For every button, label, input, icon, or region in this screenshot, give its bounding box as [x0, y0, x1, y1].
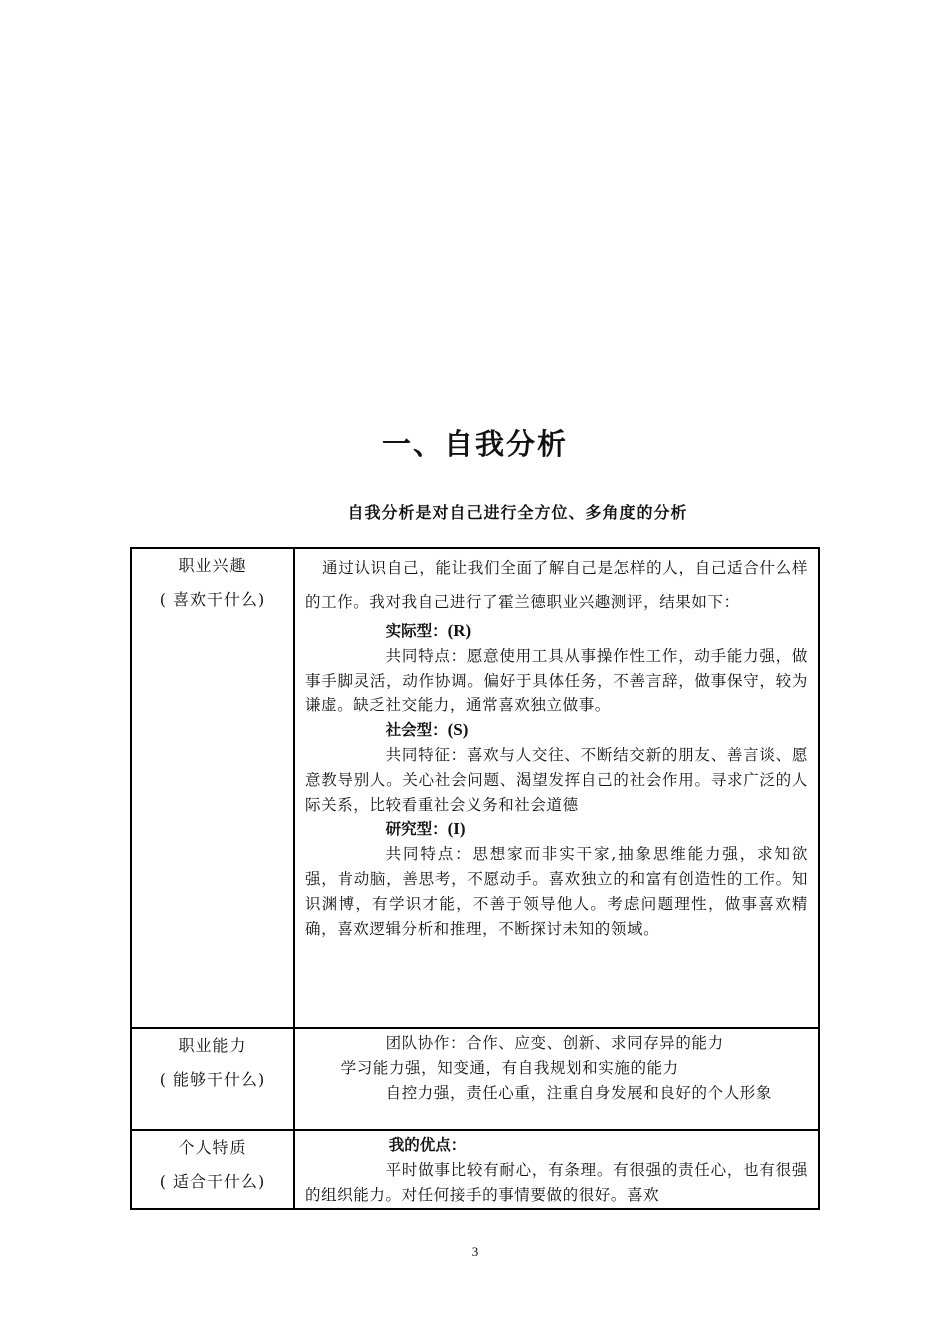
row-label: 个人特质	[178, 1138, 247, 1157]
row-label: 职业兴趣	[178, 556, 247, 575]
content-cell-interest	[294, 548, 819, 1028]
self-analysis-table	[130, 547, 820, 1210]
table-row-traits	[131, 1130, 819, 1209]
type-name: 社会型：	[385, 720, 448, 740]
row-sublabel: ( 能够干什么)	[159, 1070, 266, 1089]
type-heading-investigative	[305, 817, 808, 842]
type-heading-realistic	[305, 619, 808, 644]
type-name: 研究型：	[385, 819, 448, 839]
type-code: (R)	[447, 621, 472, 640]
section-subtitle: 自我分析是对自己进行全方位、多角度的分析	[347, 503, 688, 522]
type-description-investigative: 共同特点：思想家而非实干家,抽象思维能力强，求知欲强，肯动脑，善思考，不愿动手。喜欢独立的和富有创造性的工作。知识渊博，有学识才能，不善于领导他人。考虑问题理性，做事喜欢精确，喜欢逻辑分析和推理，不断探讨未知的领域。	[305, 845, 808, 938]
page-title: 一、自我分析	[381, 427, 568, 461]
type-heading-social	[305, 718, 808, 743]
type-code: (S)	[447, 720, 469, 740]
content-cell-ability	[294, 1028, 819, 1130]
row-label: 职业能力	[178, 1036, 247, 1055]
label-cell-interest	[131, 548, 294, 1028]
label-cell-ability	[131, 1028, 294, 1130]
type-description-realistic: 共同特点：愿意使用工具从事操作性工作，动手能力强，做事手脚灵活，动作协调。偏好于具体任务，不善言辞，做事保守，较为谦虚。缺乏社交能力，通常喜欢独立做事。	[305, 646, 808, 715]
row-sublabel: ( 喜欢干什么)	[159, 590, 266, 609]
ability-line: 团队协作：合作、应变、创新、求同存异的能力	[385, 1034, 724, 1052]
page-number: 3	[471, 1244, 479, 1259]
interest-intro: 通过认识自己，能让我们全面了解自己是怎样的人，自己适合什么样的工作。我对我自己进行了霍兰德职业兴趣测评，结果如下：	[305, 559, 808, 611]
content-cell-traits	[294, 1130, 819, 1209]
table-row-interest	[131, 548, 819, 1028]
ability-line: 学习能力强，知变通，有自我规划和实施的能力	[340, 1058, 679, 1077]
type-name: 实际型：	[385, 621, 448, 640]
traits-heading: 我的优点：	[388, 1135, 467, 1154]
ability-line: 自控力强，责任心重，注重自身发展和良好的个人形象	[385, 1083, 772, 1102]
table-row-ability	[131, 1028, 819, 1130]
type-description-social: 共同特征：喜欢与人交往、不断结交新的朋友、善言谈、愿意教导别人。关心社会问题、渴望发挥自己的社会作用。寻求广泛的人际关系，比较看重社会义务和社会道德	[305, 745, 808, 814]
label-cell-traits	[131, 1130, 294, 1209]
type-code: (I)	[447, 819, 466, 839]
row-sublabel: ( 适合干什么)	[159, 1172, 266, 1191]
traits-text: 平时做事比较有耐心，有条理。有很强的责任心，也有很强的组织能力。对任何接手的事情要做的很好。喜欢	[305, 1160, 808, 1204]
